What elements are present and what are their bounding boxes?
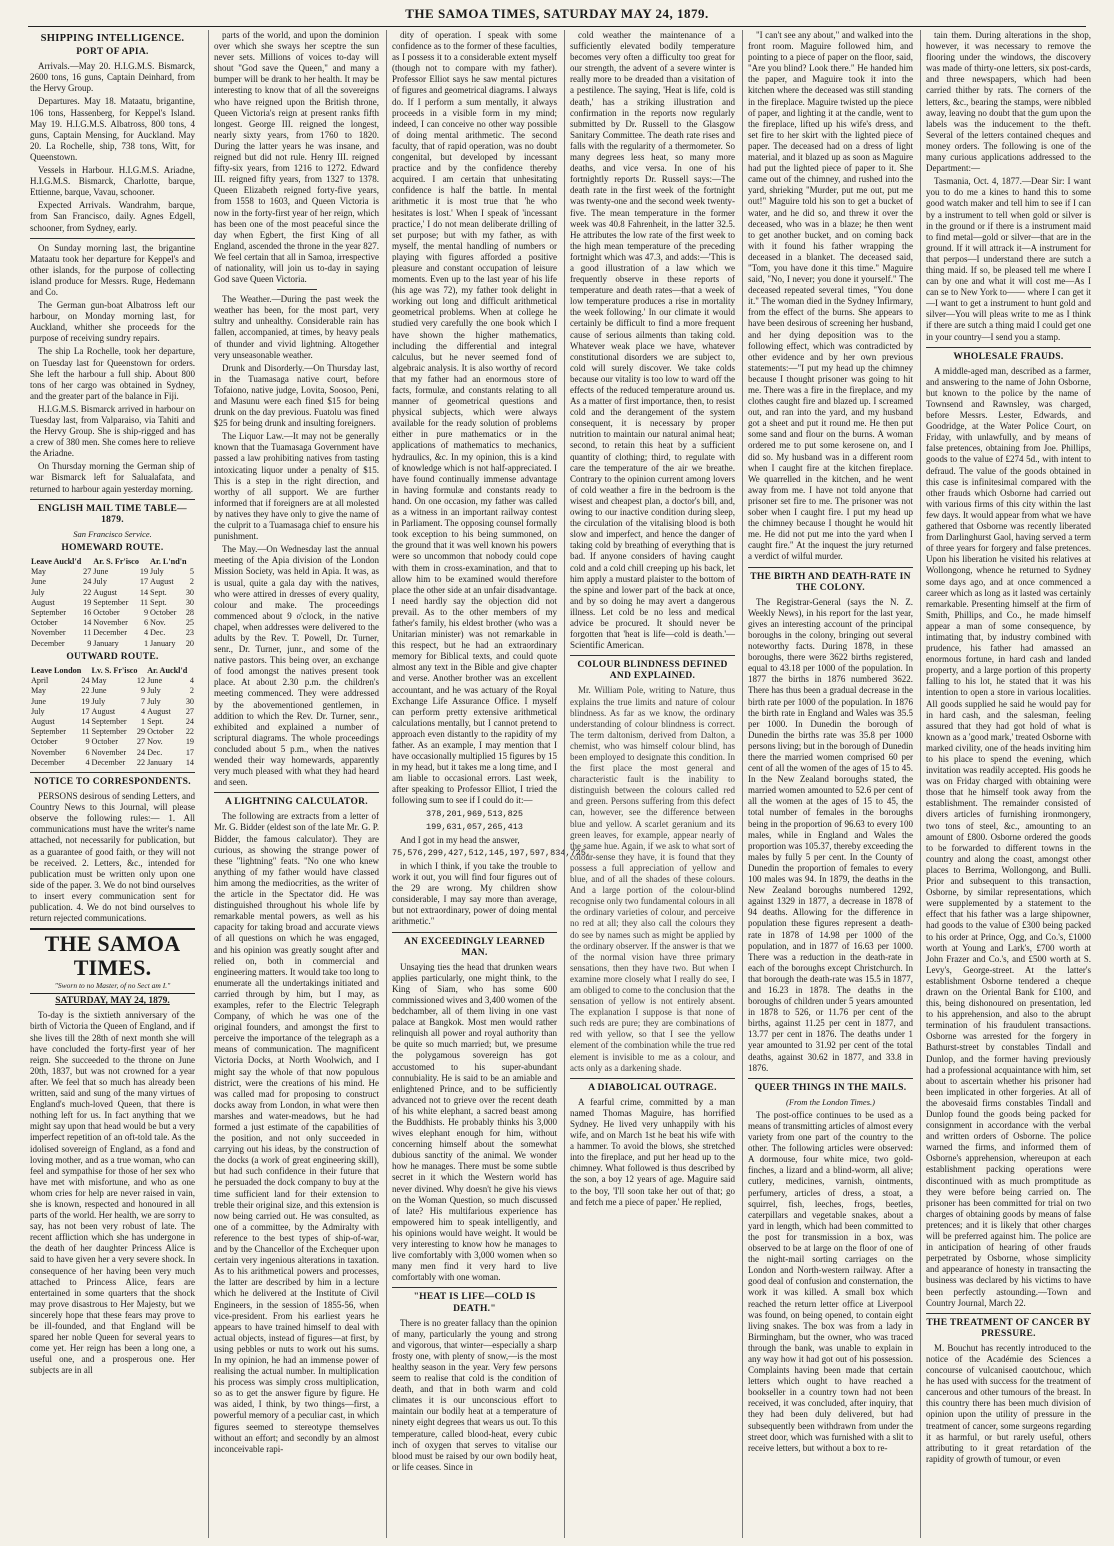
shipping-note: On Thursday morning the German ship of war Bismarck left for Salualafata, and returned to harbour again yesterday morning. (30, 461, 195, 494)
outward-cell: 27 (136, 737, 146, 747)
homeward-row (30, 588, 195, 598)
notice-body: PERSONS desirous of sending Letters, and Country News to this Journal, will please observe the following rules:— 1. All communications must have the writer's name attached, not necessarily for publication, but as a guarantee of good faith, or they will not be received. 2. Letters, &c., intended for publication must be written only upon one side of the paper. 3. We do not bind ourselves to insert every communication sent for publication. 4. We do not bind ourselves to return rejected communications. (30, 791, 195, 924)
learned-man-heading: AN EXCEEDINGLY LEARNED MAN. (403, 936, 546, 958)
outward-cell: June (31, 696, 47, 706)
homeward-cell: August (150, 577, 174, 587)
outward-cell: 22 (81, 686, 90, 696)
queer-things-article: The post-office continues to be used as a means of transmitting articles of almost every variety from one part of the country to the other. The following articles were observed: A dormouse, four white mice, two gold-finches, a lizard and a blind-worm, all alive; cutlery, medicines, varnish, ointments, perfumery, articles of dress, a stoat, a squirrel, fish, leeches, frogs, beetles, caterpillars and vegetable snakes, about a yard in length, which had been committed to the post for transmission in a box, was observed to be at large on the floor of one of the night-mail sorting carriages on the London and North-western railway. After a good deal of confusion and consternation, the work it was killed. A small box which reached the return letter office at Liverpool was found, on being opened, to contain eight living snakes. The box was from a lady in Birmingham, but the owner, who was traced through the bank, was unable to explain in any way how it had got out of his possession. Complaints having been made that certain letters which ought to have reached a bookseller in a country town had not been received, it was concluded, after inquiry, that they had been duly delivered, but had subsequently been withdrawn from under the street door, which was furnished with a slit to receive letters, but without a box to re- (748, 1109, 913, 1453)
outward-cell: 14 (185, 757, 194, 767)
outward-cell: June (147, 676, 163, 686)
weather-paragraph: The Weather.—During the past week the weather has been, for the most part, very sultry and unhealthy. Considerable rain has fallen, accompanied, at times, by heavy peals of thunder and vivid lightning. Altogether very unseasonable weather. (214, 294, 379, 360)
divider (748, 1078, 913, 1079)
outward-cell: April (31, 676, 49, 686)
divider (926, 1313, 1091, 1314)
homeward-cell: September (31, 608, 67, 618)
divider (570, 655, 735, 656)
divider (30, 772, 195, 773)
vessels-in-harbour-text: Vessels in Harbour. H.I.G.M.S. Ariadne, H.I.G.M.S. Bismarck, Charlotte, barque, Ettienne, barque, Vavau, schooner. (30, 165, 195, 198)
homeward-cell: 11 (140, 597, 149, 607)
divider (30, 499, 195, 500)
homeward-cell: 30 (185, 587, 194, 597)
outward-cell: September (31, 727, 67, 737)
outward-column-header: Leave London (31, 665, 82, 675)
outward-cell: 2 (189, 686, 194, 696)
homeward-cell: June (31, 577, 47, 587)
homeward-cell: 17 (139, 577, 149, 587)
outward-cell: 4 (85, 757, 90, 767)
divider (392, 1287, 557, 1288)
outward-cell: July (147, 686, 161, 696)
outward-cell: Dec. (147, 747, 163, 757)
column-4 (564, 30, 735, 1538)
liquor-law-paragraph: The Liquor Law.—It may not be generally known that the Tuamasaga Government have passed a law prohibiting natives from tasting intoxicating liquor under a penalty of $15. This is a step in the right direction, and worthy of all support. We are further informed that if foreigners are at all molested by natives they have only to give the name of the culprit to a Tuamasaga chief to ensure his punishment. (214, 431, 379, 542)
outward-cell: May (31, 686, 47, 696)
shipping-note: On Sunday morning last, the brigantine Mataatu took her departure for Keppel's and other islands, for the purpose of collecting island produce for Messrs. Ruge, Hedemann and Co. (30, 242, 195, 297)
calculator-heading: A LIGHTNING CALCULATOR. (224, 797, 368, 808)
paper-motto: "Sworn to no Master, of no Sect am I." (54, 981, 171, 991)
homeward-cell: Sept. (150, 597, 167, 607)
outward-column-header: Lv. S. Fr'isco (91, 665, 138, 675)
calculator-article-end: in which I think, if you take the trouble to work it out, you will find four figures out of the 29 are wrong. My children show considerable, I may say more than average, but not extraordinary, power of doing mental arithmetic." (392, 860, 557, 927)
outward-row (30, 697, 195, 707)
outward-cell: 27 (185, 706, 194, 716)
mail-timetable-subheading: San Francisco Service. (73, 528, 152, 539)
homeward-cell: 14 (139, 587, 149, 597)
queer-things-heading: QUEER THINGS IN THE MAILS. (754, 1082, 907, 1093)
homeward-cell: 30 (185, 597, 194, 607)
outward-cell: October (147, 727, 174, 737)
homeward-cell: January (150, 638, 176, 648)
divider (748, 567, 913, 568)
heat-is-life-article: There is no greater fallacy than the opinion of many, particularly the young and strong and vigorous, that winter—especially a sharp frosty one, with plenty of snow,—is the most healthy season in the year. Very few persons seem to realise that cold is the condition of death, and that in both warm and cold climates it is our unconscious effort to maintain our bodily heat at a temperature of ninety eight degrees that wears us out. To this temperature, called blood-heat, every cubic inch of oxygen that serves to vitalise our blood must be raised by our own bodily heat, or life ceases. Since in (392, 1317, 557, 1472)
outward-cell: June (91, 686, 107, 696)
homeward-cell: 20 (185, 638, 194, 648)
sum-multiplicand: 378,201,969,513,825 (426, 808, 523, 819)
homeward-cell: 9 (87, 638, 92, 648)
column-1 (30, 30, 195, 1538)
homeward-cell: January (93, 638, 119, 648)
outward-cell: November (91, 747, 127, 757)
homeward-cell: June (93, 567, 109, 577)
outward-cell: January (147, 757, 173, 767)
homeward-row (30, 598, 195, 608)
wholesale-frauds-article: A middle-aged man, described as a farmer, and answering to the name of John Osborne, but known to the police by the name of Townsend and Rawnsley, was charged, before Messrs. Lester, Edwards, and Goodridge, at the Water Police Court, on Friday, with unlawfully, and by means of false pretences, obtaining from Joe. Phillips, goods to the value of £274 5d., with intent to defraud. The value of the goods obtained in this case is infinitesimal compared with the other frauds which Osborne had carried out with various firms of this city within the last few days. It would appear from what we have gathered that Osborne was recently liberated from Darlinghurst Gaol, having served a term of three years for forgery and false pretences. Upon his liberation he visited his relatives at Wollongong, whence he returned to Sydney some days ago, and at once commenced a career which as long as it lasted was certainly remarkable. Presenting himself at the firm of Smith, Phillips, and Co., he made himself appear a man of some consequence, by intimating that, by industry combined with prudence, his father had amassed an enormous fortune, in hard cash and landed property, and a large portion of this property falling to his lot, he stated that it was his intention to open a store in various localities. All goods supplied he said he would pay for in hard cash, and the salesman, feeling assured that they had got hold of what is known as a 'good mark,' treated Osborne with marked civility, one of the heads inviting him to his place to spend the evening, which invitation was readily accepted. His goods he was on Friday charged with obtaining were those that he himself took away from the establishment. The remainder consisted of divers articles of furnishing ironmongery, two tons of steel, &c., amounting to an amount of £800. Osborne ordered the goods to be forwarded to different towns in the country and along the coast, amongst other places to Berrima, Wollongong, and Bulli. Prior and subsequent to this transaction, Osborne, by similar representations, which were supplemented by a statement to the effect that his father was a large shipowner, had goods to the value of £300 being packed to his order at Prince, Ogg, and Co.'s, £1000 worth at Young and Lark's, £700 worth at John Frazer and Co.'s, and £500 worth at S. Levy's, George-street. At the latter's establishment Osborne tendered a cheque drawn on the Oriental Bank for £100, and this, being dishonoured on presentation, led to his apprehension, and also to the abrupt termination of his fraudulent transactions. Osborne was arrested for the forgery in Bathurst-street by constables Tindall and Dunlop, and the former having previously had a professional acquaintance with him, set about to ascertain whether his prisoner had been implicated in other forgeries. At all of the abovesaid firms constables Tindall and Dunlop found the goods being packed for consignment in accordance with the verbal and written orders of Osborne. The police warned the firms, and informed them of Osborne's apprehension, whereupon at each establishment packing operations were discontinued with as much promptitude as they were before being carried on. The prisoner has been committed for trial on two charges of obtaining goods by means of false pretences; and it is likely that other charges will be preferred against him. The police are in anticipation of hearing of other frauds perpetrated by Osborne, whose simplicity and appearance of honesty in transacting the business was declared by his victims to have been perfectly astounding.—Town and Country Journal, March 22. (926, 365, 1091, 1308)
expected-arrivals-text: Expected Arrivals. Wandrahm, barque, from San Francisco, daily. Agnes Edgell, schooner, from Sydney, early. (30, 200, 195, 233)
outward-cell: August (91, 706, 116, 716)
homeward-cell: May (31, 567, 47, 577)
column-5 (742, 30, 913, 1538)
editorial-continued: parts of the world, and upon the dominion over which she sways her sceptre the sun never sets. Millions of voices to-day will shout "God save the Queen," and many a bumper will be drank to her health. It may be interesting to know that of all the sovereigns who have reigned upon the British throne, Queen Victoria's reign at present ranks fifth longest. George III. reigned the longest, nearly sixty years, from 1760 to 1820. During the latter years he was insane, and reigned but did not rule. Henry III. reigned fifty-six years, from 1216 to 1272. Edward III. reigned fifty years, from 1327 to 1378. Queen Elizabeth reigned forty-five years, from 1558 to 1603, and Queen Victoria is now in the forty-first year of her reign, which has been one of the most peaceful since the day when Egbert, the first King of all England, ascended the throne in the year 827. We feel certain that all in Samoa, irrespective of nationality, will join us to-day in saying God save Queen Victoria. (214, 30, 379, 285)
outward-row (30, 727, 195, 737)
homeward-cell: Nov. (150, 618, 166, 628)
outward-cell: 9 (141, 686, 146, 696)
outward-cell: 24 (185, 716, 194, 726)
divider (926, 347, 1091, 348)
outward-cell: September (91, 716, 127, 726)
outward-cell: October (31, 737, 58, 747)
outward-row (30, 686, 195, 696)
homeward-cell: 2 (189, 577, 194, 587)
outward-cell: 4 (189, 676, 194, 686)
homeward-cell: 14 (83, 618, 92, 628)
homeward-cell: 11 (83, 628, 92, 638)
outward-row (30, 717, 195, 727)
homeward-cell: Dec. (150, 628, 166, 638)
outward-cell: August (147, 706, 171, 716)
shipping-note: The German gun-boat Albatross left our harbour, on Monday morning last, for Auckland, whither she proceeds for the purpose of receiving sundry repairs. (30, 300, 195, 344)
homeward-cell: October (93, 608, 120, 618)
queer-things-source: (From the London Times.) (786, 1096, 875, 1107)
homeward-row (30, 618, 195, 628)
outward-route-heading: OUTWARD ROUTE. (66, 651, 159, 662)
mail-timetable-heading: ENGLISH MAIL TIME TABLE—1879. (38, 503, 187, 525)
shipping-heading: SHIPPING INTELLIGENCE. (40, 33, 185, 44)
homeward-cell: July (93, 577, 107, 587)
divider (277, 289, 317, 290)
homeward-cell: November (93, 618, 128, 628)
homeward-cell: 19 (139, 567, 149, 577)
homeward-row (30, 577, 195, 587)
cancer-treatment-heading: THE TREATMENT OF CANCER BY PRESSURE. (926, 1317, 1091, 1339)
homeward-cell: July (150, 567, 164, 577)
homeward-cell: December (31, 638, 65, 648)
homeward-cell: 16 (83, 608, 92, 618)
homeward-cell: 24 (83, 577, 92, 587)
outward-cell: 19 (185, 737, 194, 747)
homeward-cell: Sept. (150, 587, 167, 597)
homeward-cell: October (31, 618, 58, 628)
homeward-row (30, 628, 195, 638)
homeward-cell: 22 (83, 587, 92, 597)
homeward-cell: 23 (185, 628, 194, 638)
may-meeting-paragraph: The May.—On Wednesday last the annual meeting of the Apia division of the London Mission Society, was held in Apia. It was, as is usual, quite a gala day with the natives, who were attired in dresses of every quality, colour and make. The proceedings commenced about 9 o'clock, in the native chapel, when addresses were delivered to the adults by the Rev. T. Powell, Dr. Turner, senr., Dr. Turner, junr., and some of the native pastors. This being over, an exchange of food amongst the natives present took place. At about 2.30 p.m. the children's meeting commenced. They were addressed by the abovementioned gentlemen, in addition to which the Rev. Dr. Turner, senr., exhibited and explained a number of scriptural diagrams. The whole proceedings concluded about 5 p.m., when the natives wended their way homewards, apparently very much pleased with what they had heard and seen. (214, 544, 379, 788)
colour-blindness-heading: COLOUR BLINDNESS DEFINED AND EXPLAINED. (577, 660, 728, 682)
homeward-cell: October (150, 608, 177, 618)
editorial-text: To-day is the sixtieth anniversary of the birth of Victoria the Queen of England, and if she lives till the 28th of next month she will have concluded the forty-first year of her reign. She succeeded to the throne on June 20th, 1837, but was not crowned for a year after. We feel that so much has already been written, said and sung of the many virtues of England's much-loved Queen, that there is nothing left for us. In fact anything that we might say upon that head would be but a very imperfect repetition of an oft-told tale. As the idolised sovereign of England, as a fond and loving mother, and as a true woman, who can feel and sympathise for those of her sex who have met with misfortune, and who as one whom cries for help are never raised in vain, she is known, respected and honoured in all parts of the world. Her health, we are sorry to say, has not been very robust of late. The recent affliction which she has undergone in the death of her daughter Princess Alice is said to have given her a very severe shock. In consequence of her having been very much attached to Princess Alice, fears are entertained in some quarters that the shock may prove disastrous to Her Majesty, but we sincerely hope that these fears may prove to be ill-founded, and that England will be spared her noble Queen for several years to come yet. Her reign has been a long one, a useful one, and a prosperous one. Her subjects are in all (30, 1010, 195, 1376)
outward-row (30, 676, 195, 686)
outward-cell: 19 (81, 696, 90, 706)
diabolical-outrage-article: A fearful crime, committed by a man named Thomas Maguire, has horrified Sydney. He lived very unhappily with his wife, and on March 1st he beat his wife with a hammer. To avoid the blows, she stretched into the fireplace, and put her head up to the chimney. What followed is thus described by the son, a boy 12 years of age. Maguire said to the boy, 'I'll soon take her out of that; go and fetch me a piece of paper.' He replied, (570, 1096, 735, 1207)
outward-cell: 1 (141, 716, 146, 726)
birth-death-rate-heading: THE BIRTH AND DEATH-RATE IN THE COLONY. (750, 571, 911, 593)
homeward-cell: 27 (83, 567, 92, 577)
cancer-treatment-article: M. Bouchut has recently introduced to the notice of the Académie des Sciences a concourse of vulcanised caoutchouc, which he has used with success for the treatment of cancerous and other tumours of the breast. In this country there has been much division of opinion upon the utility of pressure in the treatment of cancer, some surgeons regarding it as harmful, or but rarely useful, others attributing to it great retardation of the rapidity of growth of tumour, or even (926, 1342, 1091, 1464)
outward-header-row (30, 666, 195, 676)
homeward-column-header: Leave Auckl'd (31, 557, 82, 567)
outward-cell: 29 (136, 727, 146, 737)
header-rule (28, 26, 1086, 27)
running-header: THE SAMOA TIMES, SATURDAY MAY 24, 1879. (405, 6, 709, 21)
homeward-cell: 9 (143, 608, 149, 618)
outward-cell: August (31, 716, 55, 726)
birth-death-rate-article: The Registrar-General (says the N. Z. Weekly News), in his report for the last year, gives an interesting account of the principal boroughs in the colony, bringing out several noteworthy facts. During 1878, in these boroughs, there were 3622 births registered, equal to 43.18 per 1000 of the population. In 1877 the births in 1876 numbered 3622. There has thus been a gradual decrease in the birth rate per 1000 of the population. In 1876 the birth rate in England and Wales was 35.5 per 1000. In Dunedin the borough of Dunedin the births rate was 35.8 per 1000 persons living; but in the borough of Dunedin there the married women comprised 60 per cent of all the women of the ages of 15 to 45. In the New Zealand boroughs stated, the married women amounted to 52.6 per cent of all the women at the ages of 15 to 45, the total number of females in the boroughs being in the proportion of 96.63 to every 100 males, while in England and Wales the proportion was 105.37, thereby exceeding the males by fully 5 per cent. In the County of Dunedin the proportion of females to every 100 males was 94. In 1879, the deaths in the New Zealand boroughs numbered 1292, against 1329 in 1877, a decrease in 1878 of 94 deaths. Allowing for the difference in population these figures represent a death-rate in 1878 of 14.98 per 1000 of the population, and in 1877 of 16.63 per 1000. There was a reduction in the death-rate in each of the boroughs except Christchurch. In that borough the death-rate was 15.5 in 1877, and 16.23 in 1878. The deaths in the boroughs of children under 5 years amounted in 1878 to 526, or 11.76 per cent of the births, against 11.25 per cent in 1877, and 13.77 per cent in 1876. The deaths under 1 year amounted to 31.92 per cent of the total deaths, against 30.62 in 1877, and 33.8 in 1876. (748, 596, 913, 1073)
divider (392, 932, 557, 933)
colour-blindness-article: Mr. William Pole, writing to Nature, thus explains the true limits and nature of colour blindness. As far as we know, the ordinary understanding of colour blindness is correct. The term daltonism, derived from Dalton, a chemist, who was himself colour blind, has been employed to designate this condition. In the first place the most general and characteristic fault is the inability to distinguish between the colours called red and green. Persons suffering from this defect can, however, see the difference between blue and yellow. A scarlet geranium and its green leaves, for example, appear nearly of the same hue. Again, if we ask to what sort of colour-sense they have, it is found that they possess a full appreciation of yellow and blue, and of all the shades of these colours. And a large portion of the colour-blind recognise only two fundamental colours in all the ordinary varieties of colour, and perceive no red at all; they also call the colours they do see by names such as might be applied by the ordinary observer. If the answer is that we of the normal vision have three primary sensations, then they have two. But when I examine more closely what I really do see, I am obliged to come to the conclusion that the sensation of yellow is not entirely absent. The explanation I suppose is that none of such reds are pure; they are combinations of red with yellow, so that I see the yellow element of the combination while the true red element is invisible to me as a colour, and acts only as a darkening shade. (570, 685, 735, 1073)
homeward-cell: August (93, 587, 117, 597)
outward-cell: November (31, 747, 66, 757)
homeward-route-heading: HOMEWARD ROUTE. (61, 542, 164, 553)
outward-cell: 7 (141, 696, 146, 706)
divider (214, 792, 379, 793)
homeward-cell: 1 (143, 638, 149, 648)
homeward-row (30, 608, 195, 618)
outward-column-header: Ar. Auckl'd (147, 665, 188, 675)
homeward-cell: September (93, 597, 129, 607)
homeward-row (30, 639, 195, 649)
homeward-cell: 5 (189, 567, 194, 577)
homeward-cell: 19 (83, 597, 92, 607)
shipping-note: The ship La Rochelle, took her departure, on Tuesday last for Queenstown for orders. She left the harbour a full ship. About 800 tons of her cargo was obtained in Sydney, and the greater part of the balance in Fiji. (30, 346, 195, 401)
outward-cell: 6 (85, 747, 90, 757)
outward-cell: Nov. (147, 737, 163, 747)
calculator-article: The following are extracts from a letter of Mr. G. Bidder (eldest son of the late Mr. G. P. Bidder, the famous calculator). They are curious, as showing the strange power of these "lightning" feats. "No one who knew anything of my father would have classed him among the mediocrities, as the writer of the article in the Spectator did. He was distinguished throughout his whole life by remarkable mental powers, as well as his capacity for taking broad and accurate views of all questions on which he was engaged, and his opinion was greatly sought after and relied on, both in commercial and engineering matters. It would take too long to enumerate all the undertakings initiated and carried through by him, but I may, as examples, refer to the Electric Telegraph Company, of which he was one of the original founders, and amongst the first to perceive the importance of the telegraph as a means of communication. The magnificent Victoria Docks, at North Woolwich, and I might say the whole of that now populous district, were the creations of his mind. He was called mad for proposing to construct docks away from London, in what were then marshes and water-meadows, but he had formed a just estimate of the capabilities of the position, and not only succeeded in carrying out his ideas, by the construction of the docks (a work of great engineering skill), but had such confidence in their future that he persuaded the dock company to buy at the time sufficient land for their extension to treble their original size, and this extension is now being carried out. He was consulted, as one of a committee, by the Admiralty with reference to the best types of ship-of-war, and by the Chancellor of the Exchequer upon certain very ingenious alterations in taxation. As to his arithmetical powers and processes, the latter are described by him in a lecture which he delivered at the Institute of Civil Engineers, in the session of 1855-56, when vice-president. From his earliest years he appears to have trained himself to deal with actual objects, instead of figures—at first, by using pebbles or nuts to work out his sums. In my opinion, he had an immense power of realising the actual number. In multiplication his process was simply cross multiplication, so as to get the answer figure by figure. He was aided, I think, by two things—first, a powerful memory of a peculiar cast, in which figures seemed to stereotype themselves without an effort; and secondly by an almost inconceivable rapi- (214, 811, 379, 1454)
queer-things-continued: tain them. During alterations in the shop, however, it was necessary to remove the flooring under the windows, the discovery was made of thirty-one letters, six post-cards, and three newspapers, which had been carried thither by rats. The corners of the letters, &c., bearing the stamps, were nibbled away, leaving no doubt that the gum upon the labels was the inducement to the theft. Several of the letters contained cheques and money orders. The following is one of the many curious applications addressed to the Department:— (926, 30, 1091, 174)
outward-cell: 24 (136, 747, 146, 757)
diabolical-outrage-continued: "I can't see any about," and walked into the front room. Maguire followed him, and pointing to a piece of paper on the floor, said, "Are you blind? Look there." He handed him the paper, and Maguire took it into the kitchen where the deceased was still standing in the fireplace. Maguire twisted up the piece of paper, and lighting it at the candle, went to the fireplace, lifted up his wife's dress, and set fire to her skirt with the lighted piece of paper. The deceased had on a dress of light material, and it blazed up as soon as Maguire had put the lighted piece of paper to it. She came out of the chimney, and rushed into the yard, shrieking "Murder, put me out, put me out!" Maguire told his son to get a bucket of water, and he did so, and threw it over the deceased, who was in a blaze; he then went to get another bucket, and on coming back with it found his father wrapping the deceased in a blanket. The deceased said, "Tom, you have done it this time." Maguire said, "No, I never; you done it yourself." The deceased repeated several times, "You done it." The woman died in the Sydney Infirmary, from the effect of the burns. She appears to have been desirous of screening her husband, and her dying deposition was to the following effect, which was contradicted by other evidence and by her own previous statements:—"I put my head up the chimney because I thought prisoner was going to hit me. There was a fire in the fireplace, and my clothes caught fire and blazed up. I screamed out, and ran into the yard, and my husband got a sheet and put it round me. He then put some sand and flour on the burns. A woman ordered me to put some kerosene on, and I did so. My husband was in a different room when I caught fire at the kitchen fireplace. We quarrelled in the kitchen, and he went away from me. I have not told anyone that prisoner set fire to me. The prisoner was not sober when I caught fire. I put my head up the chimney because I thought he would hit me. He did not put me into the yard when I caught fire." At the inquest the jury returned a verdict of wilful murder. (748, 30, 913, 562)
outward-cell: 22 (185, 727, 194, 737)
divider (570, 1078, 735, 1079)
port-heading: PORT OF APIA. (76, 47, 149, 58)
diabolical-outrage-heading: A DIABOLICAL OUTRAGE. (588, 1082, 717, 1093)
outward-cell: May (91, 676, 107, 686)
outward-cell: July (147, 696, 161, 706)
outward-cell: Sept. (147, 716, 164, 726)
sum-answer: 75,576,299,427,512,145,197,597,834,725, (392, 847, 591, 858)
dateline: SATURDAY, MAY 24, 1879. (55, 996, 170, 1007)
departures-text: Departures. May 18. Mataatu, brigantine, 106 tons, Hassenberg, for Keppel's Island. May 19. H.I.G.M.S. Albatross, 800 tons, 4 guns, Captain Mensing, for Auckland. May 20. La Rochelle, ship, 738 tons, Witt, for Queenstown. (30, 96, 195, 162)
homeward-cell: August (31, 597, 55, 607)
outward-timetable (30, 666, 195, 768)
paper-title-block (30, 928, 195, 994)
notice-heading: NOTICE TO CORRESPONDENTS. (34, 776, 191, 787)
paper-title: THE SAMOA TIMES. (44, 931, 181, 981)
outward-cell: 22 (136, 757, 146, 767)
outward-cell: 30 (185, 696, 194, 706)
homeward-timetable (30, 557, 195, 649)
outward-row (30, 748, 195, 758)
outward-cell: 9 (85, 737, 90, 747)
outward-cell: September (91, 727, 127, 737)
homeward-cell: December (93, 628, 127, 638)
shipping-note: H.I.G.M.S. Bismarck arrived in harbour on Tuesday last, from Valparaiso, via Tahiti and the Hervy Group. She is ship-rigged and has a crew of 380 men. She comes here to relieve the Ariadne. (30, 403, 195, 459)
homeward-column-header: Ar. L'nd'n (150, 557, 187, 567)
outward-cell: December (91, 757, 126, 767)
homeward-cell: 25 (185, 618, 194, 628)
outward-cell: 4 (141, 706, 146, 716)
homeward-cell: July (31, 587, 45, 597)
outward-cell: 14 (81, 716, 90, 726)
calculator-article-continued: dity of operation. I speak with some confidence as to the former of these faculties, as I possess it to a considerable extent myself (though not to compare with my father). Professor Elliot says he saw mental pictures of figures and geometrical diagrams. I always do. If I perform a sum mentally, it always proceeds in a visible form in my mind; indeed, I can conceive no other way possible of doing mental arithmetic. The second faculty, that of rapid operation, was no doubt congenital, but developed by incessant practice and by the confidence thereby acquired. I am certain that unhesitating confidence is half the battle. In mental arithmetic it is most true that 'he who hesitates is lost.' When I speak of 'incessant practice,' I do not mean deliberate drilling of set purpose; but with my father, as with myself, the mental handling of numbers or playing with figures afforded a positive pleasure and constant occupation of leisure moments. Even up to the last year of his life (his age was 72), my father took delight in working out long and difficult arithmetical geometrical problems. When at college he studied very carefully the one book which I have shown the higher mathematics, including the differential and integral calculus, but he never seemed fond of algebraic analysis. It is also worthy of record that my father had an enormous store of facts, formulæ, and constants relating to all manner of geometrical questions and physical subjects, which were always available for the ready solution of problems either in pure mathematics or in the applications of mathematics to mechanics, hydraulics, &c. In my opinion, this is a kind of knowledge which is not half-appreciated. I have found continually immense advantage in having formulæ and constants ready to hand. On one occasion, my father was called as a witness in an important railway contest in Parliament. The opposing counsel formally took exception to his being summoned, on the ground that it was well known his powers were so uncommon that nobody could cope with them in cross-examination, and that to allow him to be examined would therefore place the other side at an unfair disadvantage. I need hardly say the objection did not prevail. As to the other members of my father's family, his eldest brother (who was a Unitarian minister) was not remarkable in this respect, but he had an extraordinary memory for Biblical texts, and could quote almost any text in the Bible and give chapter and verse. Another brother was an excellent accountant, and he was actuary of the Royal Exchange Life Assurance Office. I myself can perform pretty extensive arithmetical calculations mentally, but I cannot pretend to approach even distantly to the rapidity of my father. As an example, I may mention that I have occasionally multiplied 15 figures by 15 in my head, but it takes me a long time, and I am liable to occasional errors. Last week, after speaking to Professor Elliot, I tried the following sum to see if I could do it:— (392, 30, 557, 806)
outward-cell: 11 (81, 727, 90, 737)
homeward-cell: 4 (143, 628, 149, 638)
heat-is-life-continued: cold weather the maintenance of a sufficiently elevated bodily temperature becomes very often a difficulty too great for our strength, the advent of a severe winter is really more to be dreaded than a visitation of a pestilence. The saying, 'Heat is life, cold is death,' has a striking illustration and confirmation in the reports now regularly submitted by Dr. Russell to the Glasgow Sanitary Committee. The death rate rises and falls with the regularity of a thermometer. So many degrees less heat, so many more deaths, and vice versa. In one of his fortnightly reports Dr. Russell says:—The death rate in the first week of the fortnight was twenty-one and the second week twenty-five. The mean temperature in the former week was 40.8 Fahrenheit, in the latter 32.5. He attributes the low rate of the first week to the high mean temperature of the preceding fortnight which was 47.3, and adds:—'This is a good illustration of a law which we frequently observe in these reports of temperature and death rates—that a week of low temperature produces a rise in mortality the week following.' In our climate it would certainly be difficult to find a more frequent cause of serious ailments than taking cold. Whatever weak place we have, whatever constitutional disorders we are subject to, cold will surely discover. We take colds because our vitality is too low to ward off the effects of the reduced temperature around us. As a matter of first importance, then, to resist cold and the derangement of the system consequent, it is necessary by proper nutrition to maintain our natural animal heat; second, to retain this heat by a sufficient quantity of clothing; third, to regulate with care the temperature of the air we breathe. Contrary to the opinion current among lovers of cold weather a fire in the bedroom is the wisest and cheapest plan, a doctor's bill, and, owing to our inactive condition during sleep, the circulation of the vitalising blood is both slow and imperfect, and hence the danger of taking cold by breathing of everything that is bad. If anyone considers of having caught cold and a cold chill creeping up his back, let him apply a mustard plaister to the bottom of the spine and lower part of the back at once, and by so doing he may avert a dangerous illness. Let cold be no less and medical advice be procured. It should never be forgotten that 'heat is life—cold is death.'—Scientific American. (570, 30, 735, 651)
outward-cell: July (91, 696, 106, 706)
outward-cell: 12 (136, 676, 146, 686)
arrivals-text: Arrivals.—May 20. H.I.G.M.S. Bismarck, 2600 tons, 16 guns, Captain Deinhard, from the Hervy Group. (30, 61, 195, 94)
columns (30, 30, 1090, 1538)
outward-cell: July (31, 706, 45, 716)
outward-row (30, 758, 195, 768)
outward-cell: 17 (185, 747, 194, 757)
column-2 (208, 30, 379, 1538)
calculator-article-continued: And I got in my head the answer, (400, 834, 520, 845)
outward-row (30, 707, 195, 717)
homeward-column-header: Ar. S. Fr'isco (93, 557, 139, 567)
column-6 (920, 30, 1091, 1538)
outward-cell: October (91, 737, 118, 747)
drunk-paragraph: Drunk and Disorderly.—On Thursday last, in the Tuamasaga native court, before Tofaiono, native judge, Lovita, Soosoo, Peni, and Masunu were each fined $15 for being drunk on the day previous. Fuatolu was fined $25 for being drunk and insulting foreigners. (214, 362, 379, 429)
wholesale-frauds-heading: WHOLESALE FRAUDS. (953, 351, 1064, 362)
learned-man-article: Unsaying ties the head that drunken wears applies particularly, one might think, to the King of Siam, who has some 600 commissioned wives and 3,400 women of the bedchamber, all of them living in one vast palace at Bangkok. Most men would rather relinquish all power and royal authority than be quite so much married; but, we presume the polygamous sovereign has got accustomed to his super-abundant connubiality. He is said to be an amiable and enlightened Prince, and to be sufficiently advanced not to grieve over the recent death of his white elephant, a sacred beast among the Buddhists. He probably thinks his 3,000 wives elephant enough for him, without concerning himself about the somewhat dubious sanctity of the animal. We wonder how he manages. There must be some subtle secret in it which the Western world has never divined. Why doesn't he give his views on the Woman Question, so much discussed of late? His multifarious experience has empowered him to speak intelligently, and his opinions would have weight. It would be very interesting to know how he manages to live comfortably with 3,000 women when so many men find it very hard to live comfortably with one woman. (392, 961, 557, 1283)
homeward-cell: 28 (185, 608, 194, 618)
heat-is-life-heading: "HEAT IS LIFE—COLD IS DEATH." (413, 1292, 536, 1314)
homeward-cell: 6 (143, 618, 149, 628)
divider (30, 238, 195, 239)
homeward-cell: November (31, 628, 66, 638)
outward-cell: 24 (81, 676, 90, 686)
sum-multiplier: 199,631,057,265,413 (426, 821, 523, 832)
column-3 (386, 30, 591, 1538)
outward-row (30, 737, 195, 747)
homeward-row (30, 567, 195, 577)
outward-cell: December (31, 757, 65, 767)
homeward-header-row (30, 557, 195, 567)
letter-text: Tasmania, Oct. 4, 1877.—Dear Sir: I want you to do me a kines to hand this to some good watch maker and tell him to see if I can by a instrument to tell when gold or silver is in the ground or if there is a instrument maid to find metal—gold or silver—that are in the ground. If it will attrack it—A instrument for that perpos—I understand there are sutch a thing maid. If so, be pleased tell me where I can by one and what it will cost me—As I can se to New York to—— where I can get it—I want to get a instrument to hunt gold and silver—You will pleas write to me as I think if there are sutch a thing maid I could get one in your country—I send you a stamp. (926, 176, 1091, 342)
outward-cell: 17 (81, 706, 90, 716)
